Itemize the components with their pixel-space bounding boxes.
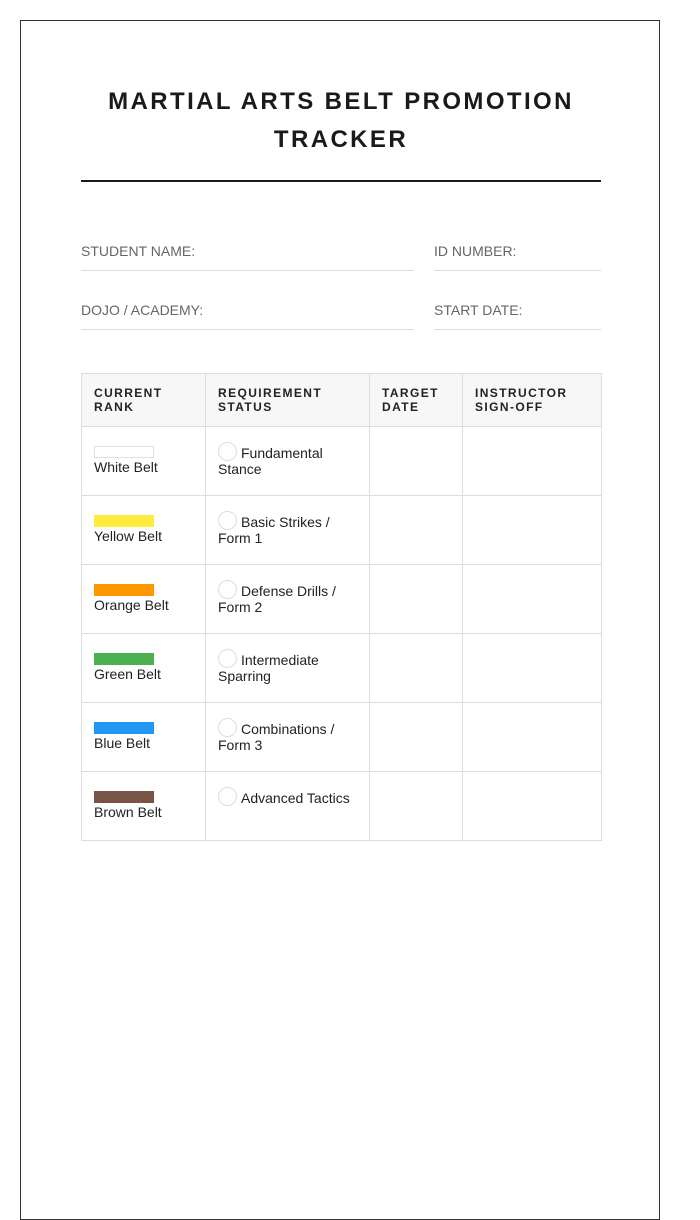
rank-cell [82,565,206,634]
requirement-checkbox[interactable] [218,442,237,461]
requirement-label: Combinations / Form 3 [218,721,335,753]
page-title: MARTIAL ARTS BELT PROMOTION TRACKER [108,88,574,153]
requirement-checkbox[interactable] [218,787,237,806]
target-date-cell[interactable] [370,496,463,565]
page-content [81,21,601,841]
table-row-brown-belt [82,772,602,841]
rank-label: Blue Belt [94,735,151,751]
requirement-cell [206,703,370,772]
title-divider [81,180,601,182]
requirement-checkbox[interactable] [218,649,237,668]
requirement-label: Fundamental Stance [218,445,323,477]
rank-label: White Belt [94,459,158,475]
table-row-yellow-belt [82,496,602,565]
requirement-cell [206,565,370,634]
instructor-sign-off-cell[interactable] [463,427,602,496]
requirement-checkbox[interactable] [218,580,237,599]
rank-label: Green Belt [94,666,161,682]
student-info-fields [81,233,601,351]
table-row-orange-belt [82,565,602,634]
instructor-sign-off-cell[interactable] [463,496,602,565]
belt-color-swatch [94,446,154,458]
student-name-field[interactable] [81,233,414,271]
dojo-academy-field[interactable] [81,292,414,330]
belt-color-swatch [94,791,154,803]
table-row-white-belt [82,427,602,496]
target-date-cell[interactable] [370,772,463,841]
table-row-green-belt [82,634,602,703]
header-instructor-sign-off: INSTRUCTOR SIGN-OFF [463,374,602,427]
start-date-label: START DATE: [434,302,523,318]
target-date-cell[interactable] [370,565,463,634]
table-row-blue-belt [82,703,602,772]
instructor-sign-off-cell[interactable] [463,565,602,634]
belt-color-swatch [94,515,154,527]
field-row-1 [81,233,601,292]
rank-label: Brown Belt [94,804,162,820]
requirement-cell [206,634,370,703]
requirement-label: Advanced Tactics [241,790,350,806]
id-number-label: ID NUMBER: [434,243,517,259]
rank-cell [82,496,206,565]
id-number-field[interactable] [434,233,601,271]
start-date-field[interactable] [434,292,601,330]
target-date-cell[interactable] [370,427,463,496]
requirement-cell [206,496,370,565]
instructor-sign-off-cell[interactable] [463,703,602,772]
header-current-rank: CURRENT RANK [82,374,206,427]
instructor-sign-off-cell[interactable] [463,772,602,841]
requirement-checkbox[interactable] [218,511,237,530]
belt-color-swatch [94,653,154,665]
tracker-page [20,20,660,1220]
target-date-cell[interactable] [370,634,463,703]
instructor-sign-off-cell[interactable] [463,634,602,703]
table-header-row [82,374,602,427]
table-body [82,427,602,841]
requirement-label: Defense Drills / Form 2 [218,583,336,615]
promotion-table [81,373,602,841]
dojo-academy-label: DOJO / ACADEMY: [81,302,204,318]
rank-cell [82,634,206,703]
field-row-2 [81,292,601,351]
belt-color-swatch [94,584,154,596]
belt-color-swatch [94,722,154,734]
requirement-label: Intermediate Sparring [218,652,319,684]
rank-label: Yellow Belt [94,528,162,544]
rank-label: Orange Belt [94,597,169,613]
rank-cell [82,772,206,841]
header-requirement-status: REQUIREMENT STATUS [206,374,370,427]
requirement-label: Basic Strikes / Form 1 [218,514,330,546]
header-target-date: TARGET DATE [370,374,463,427]
student-name-label: STUDENT NAME: [81,243,196,259]
requirement-cell [206,772,370,841]
requirement-cell [206,427,370,496]
rank-cell [82,703,206,772]
requirement-checkbox[interactable] [218,718,237,737]
rank-cell [82,427,206,496]
target-date-cell[interactable] [370,703,463,772]
